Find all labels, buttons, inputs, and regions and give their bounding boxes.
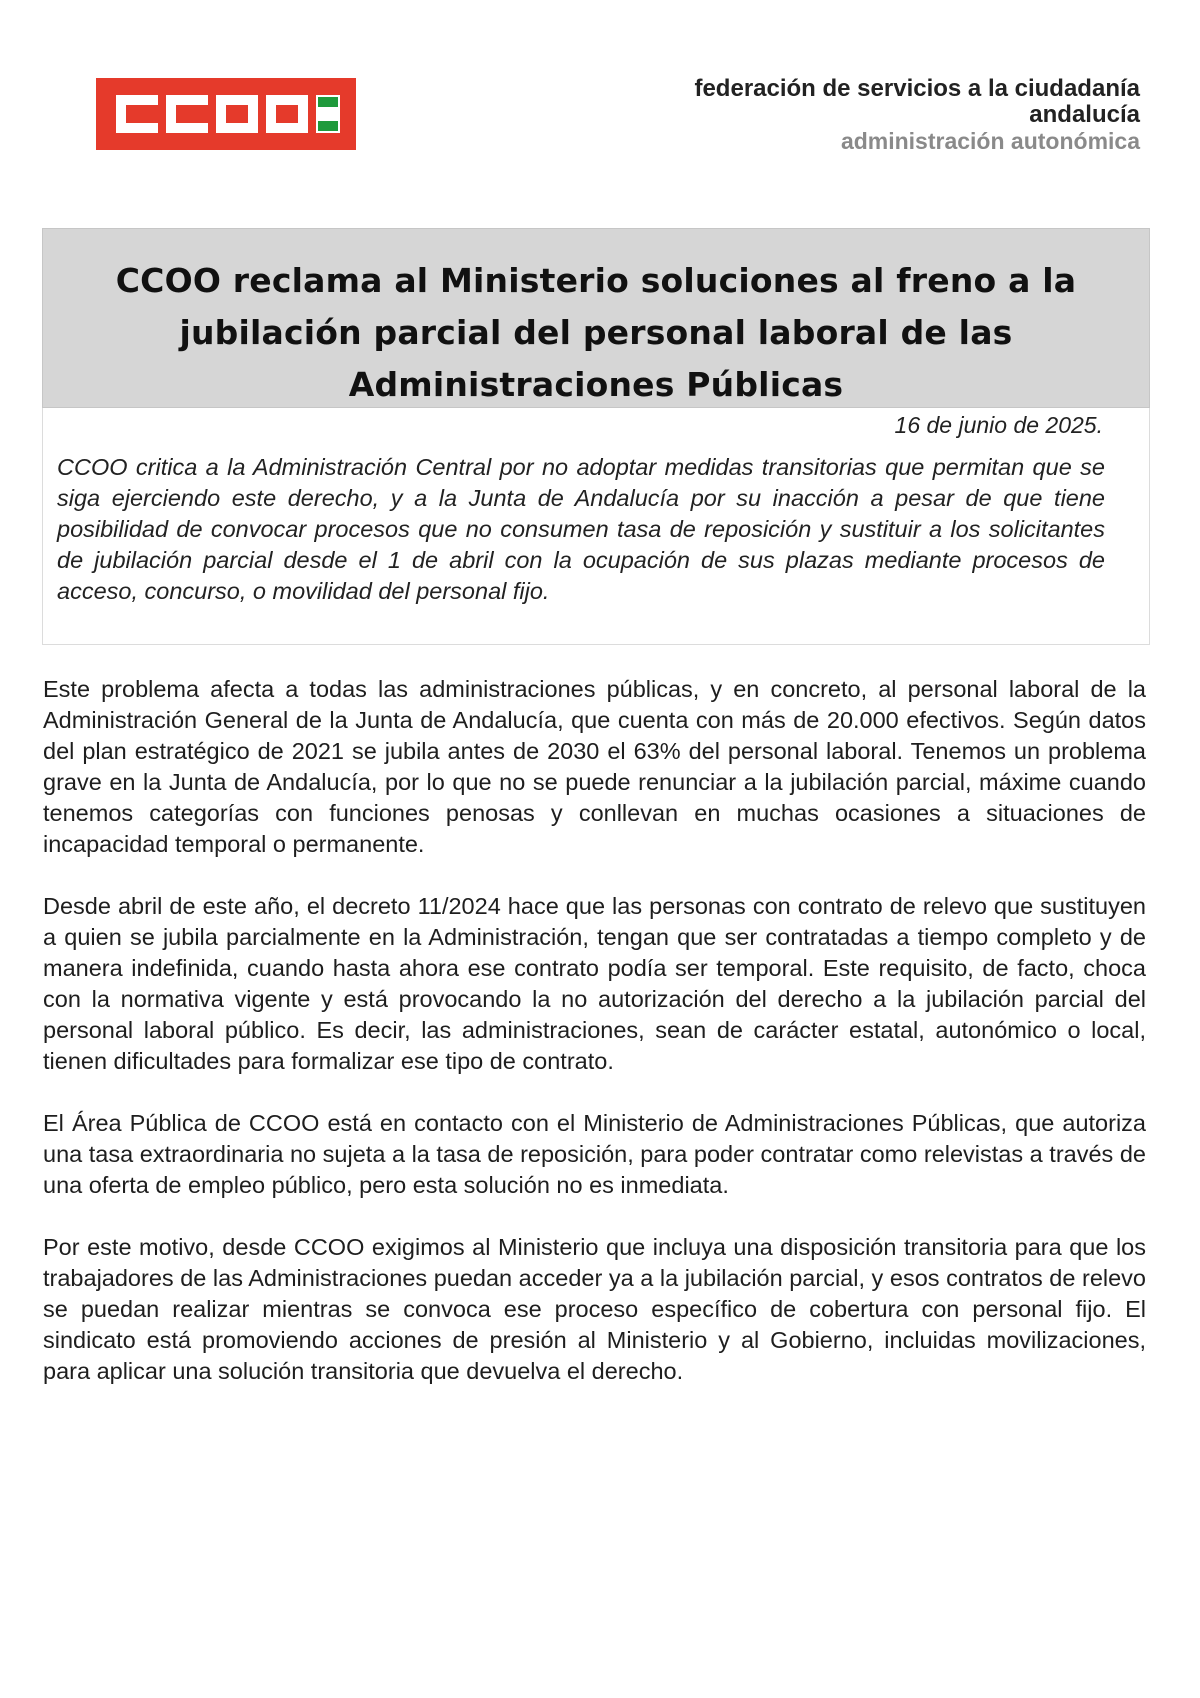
summary-box <box>42 408 1150 645</box>
org-department-line: administración autonómica <box>840 128 1140 154</box>
page-title: CCOO reclama al Ministerio soluciones al freno a la jubilación parcial del personal laboral de las Administraciones Públicas <box>115 261 1077 404</box>
ccoo-logo-graphic <box>96 78 356 150</box>
title-box <box>42 228 1150 408</box>
org-name-line: federación de servicios a la ciudadanía <box>694 75 1140 102</box>
publication-date: 16 de junio de 2025. <box>894 412 1103 438</box>
body-paragraph-2: Desde abril de este año, el decreto 11/2024 hace que las personas con contrato de relevo que sustituyen a quien se jubila parcialmente en la Administración, tengan que ser contratadas a tiempo completo y de manera indefinida, cuando hasta ahora ese contrato podía ser temporal. Este requisito, de facto, choca con la normativa vigente y está provocando la no autorización del derecho a la jubilación parcial del personal laboral público. Es decir, las administraciones, sean de carácter estatal, autonómico o local, tienen dificultades para formalizar ese tipo de contrato. <box>43 893 1146 1074</box>
body-paragraph-4: Por este motivo, desde CCOO exigimos al Ministerio que incluya una disposición transitoria para que los trabajadores de las Administraciones puedan acceder ya a la jubilación parcial, y esos contratos de relevo se puedan realizar mientras se convoca ese proceso específico de cobertura con personal fijo. El sindicato está promoviendo acciones de presión al Ministerio y al Gobierno, incluidas movilizaciones, para aplicar una solución transitoria que devuelva el derecho. <box>43 1234 1146 1384</box>
article-body <box>43 674 1146 1418</box>
summary-text: CCOO critica a la Administración Central por no adoptar medidas transitorias que permitan que se siga ejerciendo este derecho, y a la Junta de Andalucía por su inacción a pesar de que tiene posibilidad de convocar procesos que no consumen tasa de reposición y sustituir a los solicitantes de jubilación parcial desde el 1 de abril con la ocupación de sus plazas mediante procesos de acceso, concurso, o movilidad del personal fijo. <box>57 454 1105 604</box>
org-region-line: andalucía <box>1029 101 1140 128</box>
body-paragraph-1: Este problema afecta a todas las administraciones públicas, y en concreto, al personal laboral de la Administración General de la Junta de Andalucía, que cuenta con más de 20.000 efectivos. Según datos del plan estratégico de 2021 se jubila antes de 2030 el 63% del personal laboral. Tenemos un problema grave en la Junta de Andalucía, por lo que no se puede renunciar a la jubilación parcial, máxime cuando tenemos categorías con funciones penosas y conllevan en muchas ocasiones a situaciones de incapacidad temporal o permanente. <box>43 676 1146 857</box>
body-paragraph-3: El Área Pública de CCOO está en contacto con el Ministerio de Administraciones Públicas, que autoriza una tasa extraordinaria no sujeta a la tasa de reposición, para poder contratar como relevistas a través de una oferta de empleo público, pero esta solución no es inmediata. <box>43 1110 1146 1198</box>
organization-header <box>694 76 1140 154</box>
ccoo-logo <box>96 78 356 150</box>
